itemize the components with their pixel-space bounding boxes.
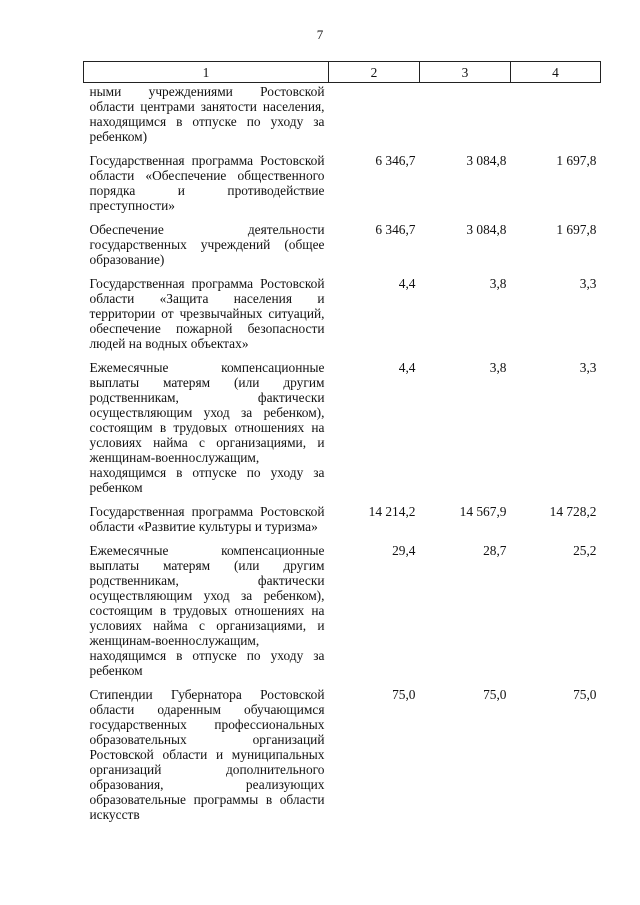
row-value-col3: 3,8 — [489, 360, 507, 375]
row-name: ными учреждениями Ростовской области центрами занятости населения, находящимся в отпуске по уходу за ребенком) — [89, 84, 325, 144]
row-value-col2: 4,4 — [398, 276, 416, 291]
table-header-row — [84, 62, 601, 83]
row-value-col3: 75,0 — [483, 687, 507, 702]
row-value-col3: 3,8 — [489, 276, 507, 291]
table-row — [84, 360, 601, 504]
row-value-col4: 3,3 — [579, 360, 597, 375]
row-value-col2 — [329, 83, 420, 154]
table-row — [84, 83, 601, 154]
row-value-col4: 1 697,8 — [556, 222, 597, 237]
row-value-col2: 75,0 — [392, 687, 416, 702]
row-value-col4: 75,0 — [573, 687, 597, 702]
row-value-col2: 4,4 — [398, 360, 416, 375]
row-value-col2: 6 346,7 — [375, 222, 416, 237]
row-name: Ежемесячные компенсационные выплаты матерям (или другим родственникам, фактически осуществляющим уход за ребенком), состоящим в трудовых отношениях на условиях найма с организациями, и женщинам-военнослужащим, находящимся в отпуске по уходу за ребенком — [89, 543, 325, 678]
row-value-col4: 1 697,8 — [556, 153, 597, 168]
column-header-2: 2 — [329, 62, 420, 83]
row-value-col3: 3 084,8 — [466, 222, 507, 237]
row-value-col4: 3,3 — [579, 276, 597, 291]
row-name: Обеспечение деятельности государственных учреждений (общее образование) — [89, 222, 325, 267]
row-value-col3 — [420, 83, 511, 154]
table-row — [84, 543, 601, 687]
table-row — [84, 687, 601, 831]
row-name: Стипендии Губернатора Ростовской области одаренным обучающимся государственных профессиональных образовательных организаций Ростовской области и муниципальных организаций дополнительного образования, реализующих образовательные программы в области искусств — [89, 687, 325, 822]
row-value-col3: 3 084,8 — [466, 153, 507, 168]
row-name: Государственная программа Ростовской области «Защита населения и территории от чрезвычайных ситуаций, обеспечение пожарной безопасности людей на водных объектах» — [89, 276, 325, 351]
row-value-col2: 6 346,7 — [375, 153, 416, 168]
page-number: 7 — [316, 27, 324, 42]
row-value-col4: 14 728,2 — [549, 504, 597, 519]
row-value-col2: 14 214,2 — [368, 504, 416, 519]
row-value-col4: 25,2 — [573, 543, 597, 558]
row-name: Ежемесячные компенсационные выплаты матерям (или другим родственникам, фактически осуществляющим уход за ребенком), состоящим в трудовых отношениях на условиях найма с организациями, и женщинам-военнослужащим, находящимся в отпуске по уходу за ребенком — [89, 360, 325, 495]
row-name: Государственная программа Ростовской области «Обеспечение общественного порядка и противодействие преступности» — [89, 153, 325, 213]
column-header-1: 1 — [84, 62, 329, 83]
row-value-col4 — [511, 83, 601, 154]
row-name: Государственная программа Ростовской области «Развитие культуры и туризма» — [89, 504, 325, 534]
budget-table — [83, 61, 601, 831]
row-value-col2: 29,4 — [392, 543, 416, 558]
table-row — [84, 276, 601, 360]
column-header-3: 3 — [420, 62, 511, 83]
table-row — [84, 153, 601, 222]
table-row — [84, 504, 601, 543]
row-value-col3: 28,7 — [483, 543, 507, 558]
row-value-col3: 14 567,9 — [459, 504, 507, 519]
table-row — [84, 222, 601, 276]
column-header-4: 4 — [511, 62, 601, 83]
